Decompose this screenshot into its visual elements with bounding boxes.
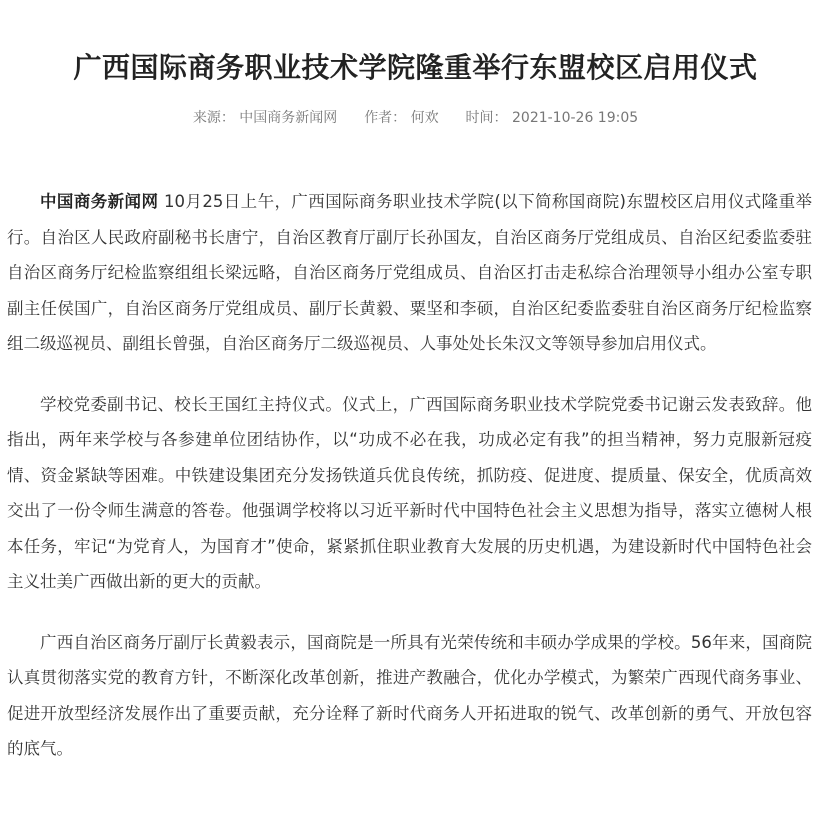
author-label: 作者：	[364, 110, 407, 126]
source-label: 来源：	[192, 110, 235, 126]
author-value: 何欢	[410, 110, 439, 126]
article-title: 广西国际商务职业技术学院隆重举行东盟校区启用仪式	[73, 51, 758, 84]
paragraph	[7, 387, 812, 600]
paragraph-text: 广西自治区商务厅副厅长黄毅表示，国商院是一所具有光荣传统和丰硕办学成果的学校。56年来，国商院认真贯彻落实党的教育方针，不断深化改革创新，推进产教融合，优化办学模式，为繁荣广西现代商务事业、促进开放型经济发展作出了重要贡献，充分诠释了新时代商务人开拓进取的锐气、改革创新的勇气、开放包容的底气。	[7, 632, 812, 758]
paragraph-text: 10月25日上午，广西国际商务职业技术学院(以下简称国商院)东盟校区启用仪式隆重举行。自治区人民政府副秘书长唐宁，自治区教育厅副厅长孙国友，自治区商务厅党组成员、自治区纪委监委驻自治区商务厅纪检监察组组长梁远略，自治区商务厅党组成员、自治区打击走私综合治理领导小组办公室专职副主任侯国广，自治区商务厅党组成员、副厅长黄毅、粟坚和李硕，自治区纪委监委驻自治区商务厅纪检监察组二级巡视员、副组长曾强，自治区商务厅二级巡视员、人事处处长朱汉文等领导参加启用仪式。	[7, 192, 812, 353]
article-body	[7, 184, 812, 792]
paragraph	[7, 625, 812, 767]
paragraph	[7, 184, 812, 362]
time-label: 时间：	[465, 110, 508, 126]
paragraph-lead: 中国商务新闻网	[40, 192, 159, 211]
time-value: 2021-10-26 19:05	[512, 110, 639, 126]
source-value: 中国商务新闻网	[239, 110, 338, 126]
paragraph-text: 学校党委副书记、校长王国红主持仪式。仪式上，广西国际商务职业技术学院党委书记谢云发表致辞。他指出，两年来学校与各参建单位团结协作，以“功成不必在我，功成必定有我”的担当精神，努力克服新冠疫情、资金紧缺等困难。中铁建设集团充分发扬铁道兵优良传统，抓防疫、促进度、提质量、保安全，优质高效交出了一份令师生满意的答卷。他强调学校将以习近平新时代中国特色社会主义思想为指导，落实立德树人根本任务，牢记“为党育人，为国育才”使命，紧紧抓住职业教育大发展的历史机遇，为建设新时代中国特色社会主义壮美广西做出新的更大的贡献。	[7, 394, 812, 591]
article-meta	[0, 108, 831, 128]
